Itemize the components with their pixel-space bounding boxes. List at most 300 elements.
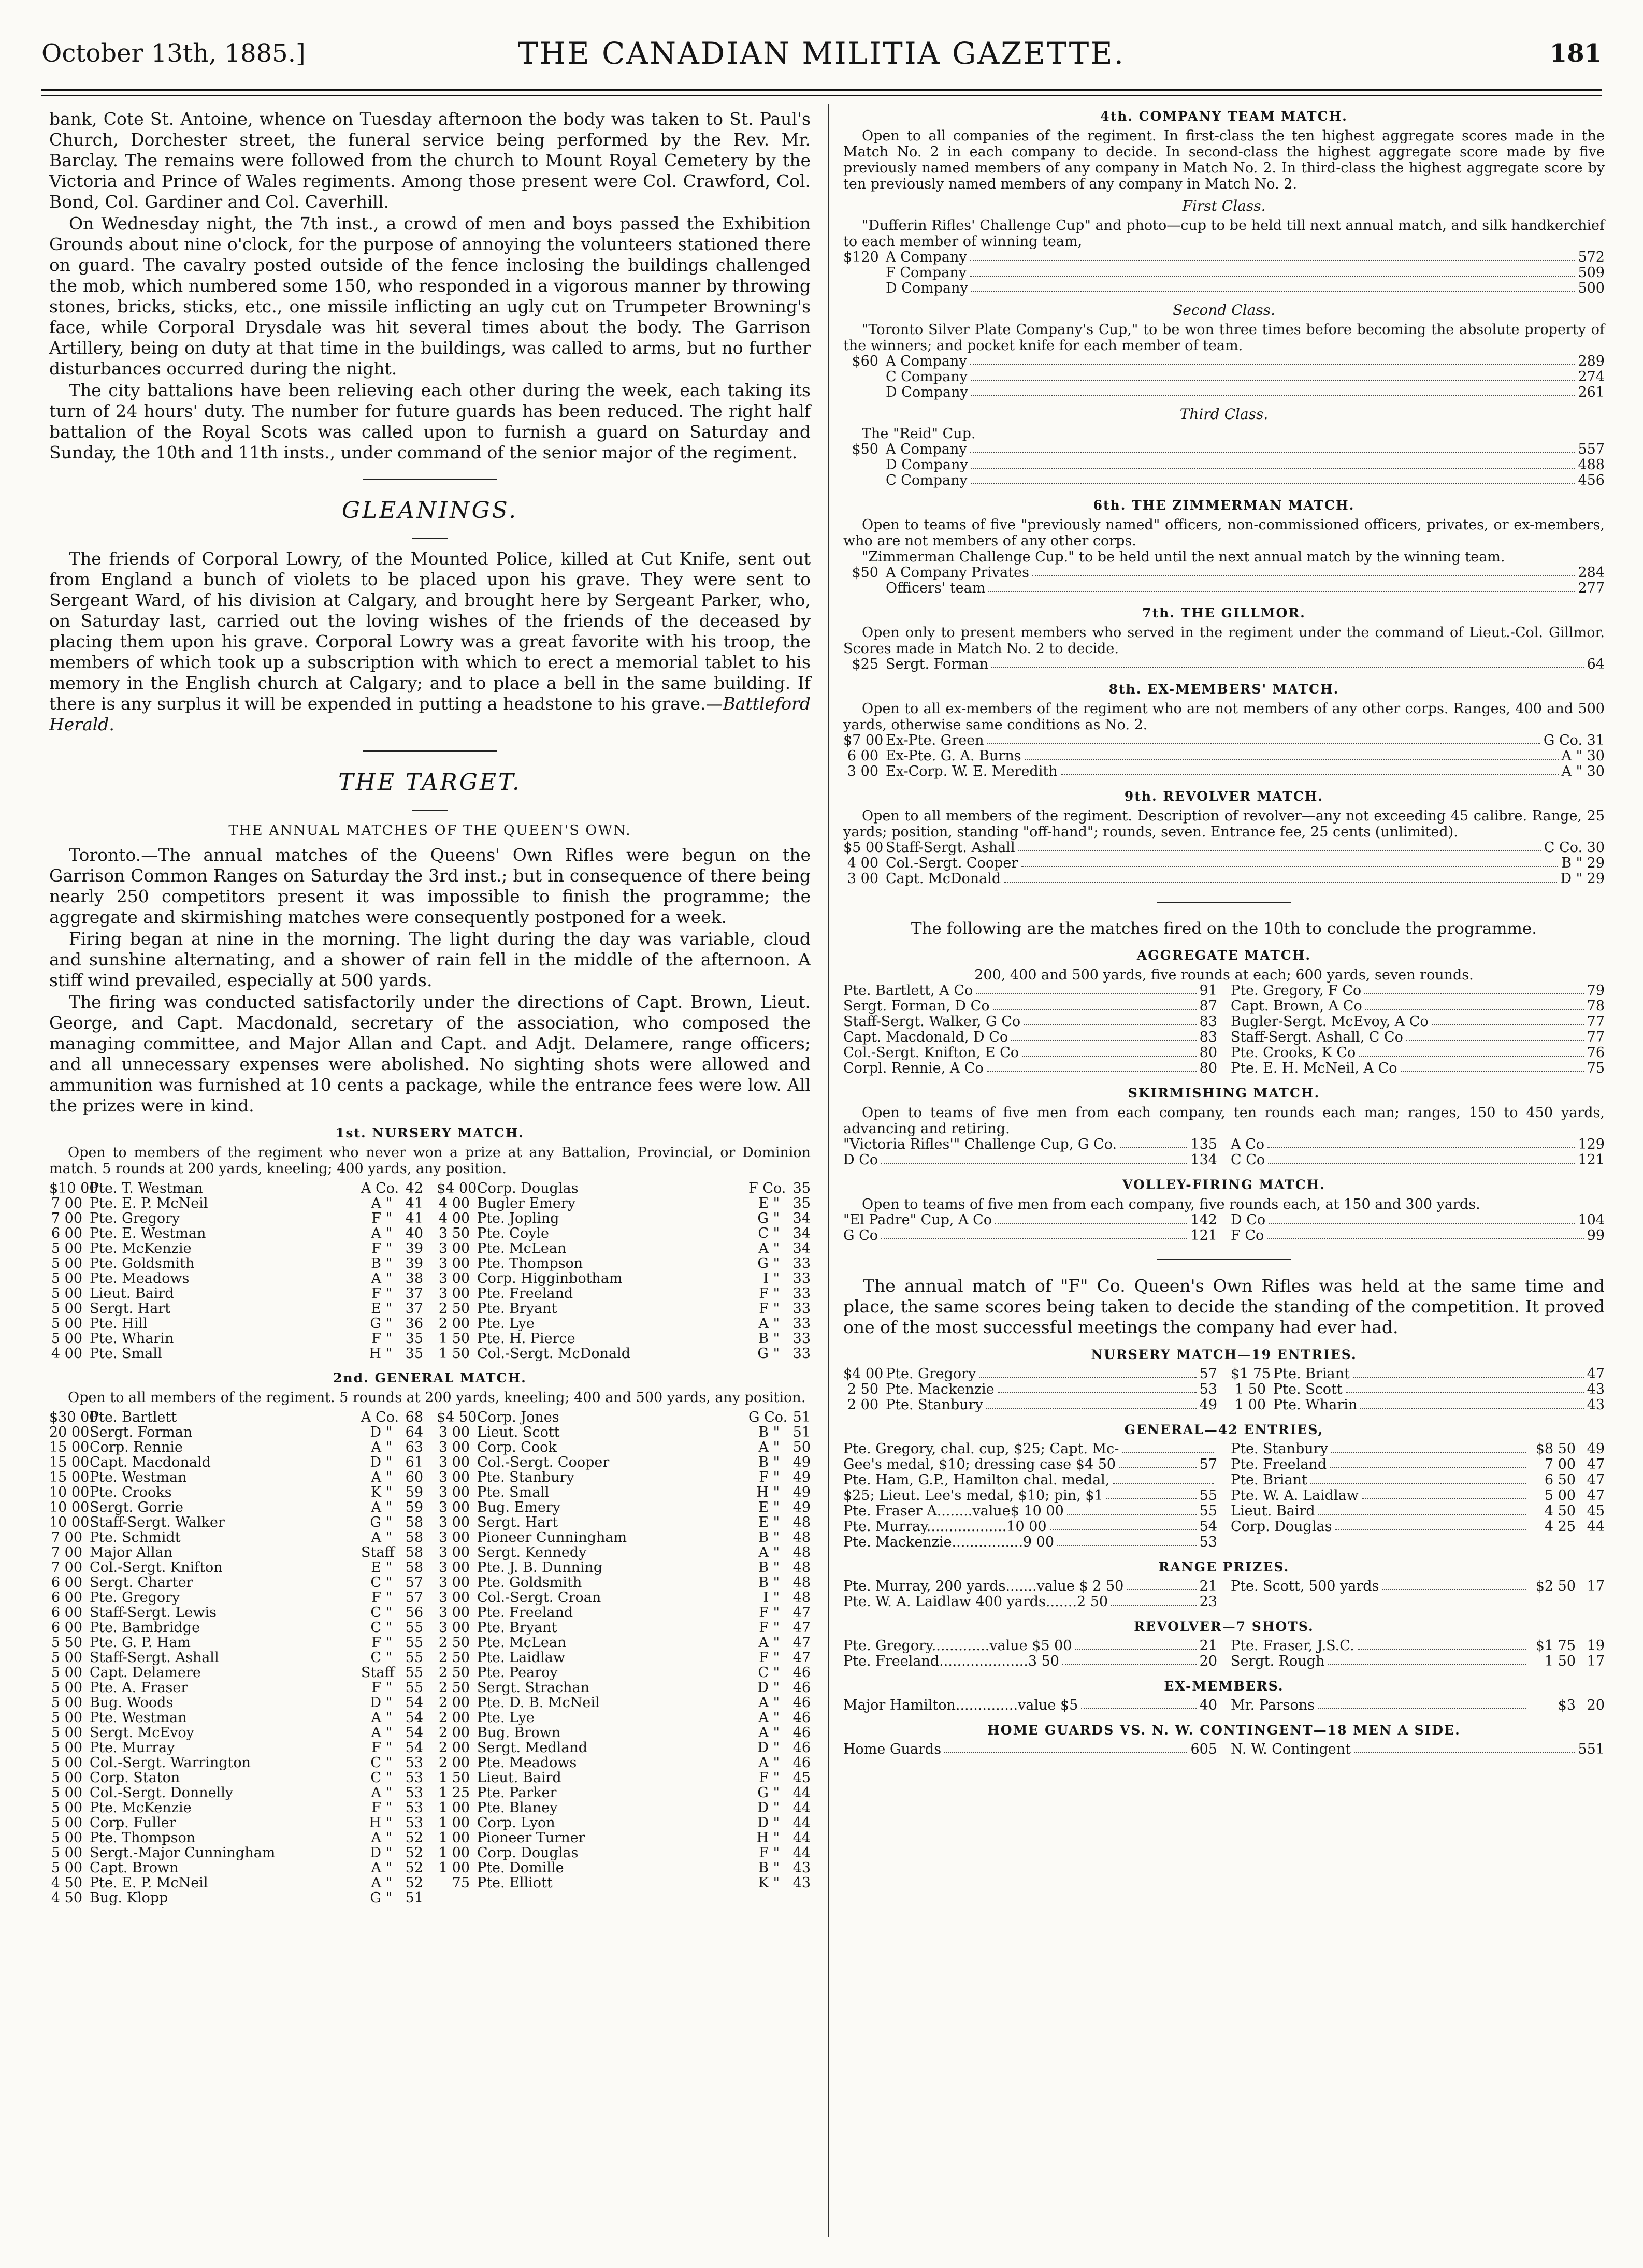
result-row [49,1635,423,1650]
section-rule [1157,902,1291,903]
company: D " [757,1815,780,1831]
score: 35 [405,1331,423,1347]
result-row [437,1710,811,1725]
score: 500 [1578,280,1605,296]
prize-amount: 5 00 [51,1710,82,1726]
score: 58 [405,1544,423,1561]
score: 54 [405,1695,423,1711]
prize-amount: 4 00 [847,855,878,871]
company: A " [371,1830,392,1846]
result-row [1231,1698,1605,1713]
prize-amount: 2 00 [438,1725,470,1741]
prize-amount: 5 00 [51,1650,82,1666]
result-row [437,1181,811,1196]
entry-name: Pte. Mackenzie................9 00 [843,1534,1055,1550]
result-row [437,1256,811,1271]
competitor-name: C Company [886,369,968,385]
company: A " [758,1316,780,1332]
prize-amount: 5 00 [51,1725,82,1741]
result-row [437,1740,811,1755]
result-row [437,1226,811,1241]
team-match-title: 4th. COMPANY TEAM MATCH. [1100,109,1348,124]
competitor-name: Capt. McDonald [886,871,1001,887]
competitor-name: Pte. Domille [477,1860,564,1875]
result-row [49,1440,423,1455]
competitor-name: Sergt. Medland [477,1740,587,1755]
prize-amount: $2 50 [1535,1578,1576,1594]
prize-amount: 5 00 [51,1285,82,1302]
prize-amount: 3 00 [438,1529,470,1545]
company: D " [370,1454,392,1470]
score: 33 [792,1285,811,1302]
score: 33 [792,1331,811,1347]
score: 49 [792,1499,811,1515]
result-row [843,983,1217,999]
dot-leader [1120,1147,1187,1148]
score: 61 [405,1454,423,1470]
score: 57 [1199,1366,1217,1382]
company: A " [758,1544,780,1561]
score: C Co. 30 [1544,840,1605,856]
prize-amount: 5 00 [51,1755,82,1771]
competitor-name: Sergt. Hart [477,1515,558,1530]
company: D " [370,1695,392,1711]
result-row [49,1575,423,1590]
f-revolver-title: REVOLVER—7 SHOTS. [1134,1619,1314,1634]
dot-leader [1346,1392,1584,1393]
range-prizes-left [843,1579,1217,1610]
competitor-name: F Company [886,265,967,281]
prize-amount: 3 00 [438,1605,470,1621]
competitor-name: Pte. Meadows [90,1271,190,1286]
target-heading: THE TARGET. [338,769,522,796]
result-row [1231,1579,1605,1594]
f-nursery-results-right [1231,1366,1605,1413]
issue-date: October 13th, 1885.] [41,39,306,68]
result-row [843,369,1605,385]
entry-name: Home Guards [843,1741,942,1757]
result-row [843,1742,1217,1757]
result-row [843,1457,1217,1472]
prize-amount: 3 00 [438,1590,470,1606]
result-row [437,1830,811,1845]
prize-amount: 2 00 [438,1316,470,1332]
prize-amount: $10 00 [49,1180,98,1196]
result-row [1231,1742,1605,1757]
dot-leader [1335,1529,1526,1530]
result-row [843,1441,1217,1457]
score: 284 [1578,565,1605,581]
result-row [1231,1519,1605,1535]
company: K " [758,1875,780,1891]
competitor-name: Staff-Sergt. Ashall [886,840,1015,856]
prize-amount: 7 00 [51,1559,82,1576]
competitor-name: Pte. Thompson [477,1256,583,1271]
company: D " [757,1740,780,1756]
nursery-results-left [49,1181,423,1361]
score: 51 [792,1424,811,1440]
company: E " [758,1514,780,1530]
prize-amount: 3 00 [438,1439,470,1455]
prize-amount: 3 00 [847,871,878,887]
prize-amount: 3 50 [438,1225,470,1241]
company: A " [371,1529,392,1545]
result-row [49,1271,423,1286]
competitor-name: Pte. Scott [1273,1381,1343,1397]
result-row [843,1535,1217,1550]
dot-leader [1360,1408,1583,1409]
result-row [49,1650,423,1665]
company: F " [759,1845,780,1861]
score: 49 [1199,1397,1217,1413]
score: 135 [1190,1136,1217,1152]
prize-amount: 4 00 [438,1210,470,1226]
result-row [843,657,1605,672]
result-row [437,1331,811,1346]
dot-leader [1004,882,1557,883]
prize-amount: 3 00 [847,763,878,779]
score: 20 [1199,1653,1217,1669]
competitor-name: Ex-Pte. G. A. Burns [886,748,1021,764]
result-row [843,1228,1217,1244]
right-column [843,109,1605,1757]
section-rule [363,750,497,752]
zimmerman-results [843,565,1605,596]
prize-amount: 20 00 [49,1424,90,1440]
score: 142 [1190,1212,1217,1228]
entry-name: Corp. Douglas [1231,1519,1332,1535]
company: F " [759,1469,780,1485]
competitor-name: Capt. Brown [90,1860,179,1875]
result-row [843,581,1605,596]
f-general-results-right [1231,1441,1605,1550]
score: 44 [1587,1519,1605,1535]
score: 58 [405,1529,423,1545]
score: 77 [1587,1029,1605,1045]
company: F " [759,1301,780,1317]
score: 48 [792,1574,811,1591]
prize-amount: 4 00 [438,1195,470,1211]
company: F " [371,1590,392,1606]
header-rule-thin [41,95,1602,96]
score: 129 [1578,1136,1605,1152]
competitor-name: Pte. McLean [477,1635,567,1650]
competitor-name: Pte. Bambridge [90,1620,200,1635]
company: E " [371,1301,392,1317]
entry-name: Pte. W. A. Laidlaw [1231,1487,1359,1504]
company: H " [369,1815,392,1831]
competitor-name: Bug. Woods [90,1695,174,1710]
result-row [49,1410,423,1425]
skirmishing-results [843,1137,1605,1168]
result-row [843,1488,1217,1504]
competitor-name: Sergt. Strachan [477,1680,590,1695]
result-row [49,1485,423,1500]
prize-amount: 5 00 [51,1770,82,1786]
result-row [1231,1152,1605,1168]
prize-amount: 1 00 [438,1860,470,1876]
prize-amount: 5 00 [51,1270,82,1287]
prize-amount: 4 50 [51,1875,82,1891]
score: 48 [792,1514,811,1530]
score: 47 [1587,1366,1605,1382]
score: 274 [1578,369,1605,385]
score: 34 [792,1225,811,1241]
competitor-name: Pte. Westman [90,1710,187,1725]
prize-amount: 3 00 [438,1559,470,1576]
result-row [437,1455,811,1470]
score: 58 [405,1559,423,1576]
prize-amount: 3 00 [438,1255,470,1272]
prize-amount: $120 [843,249,879,265]
result-row [843,442,1605,457]
prize-amount: 2 50 [438,1301,470,1317]
score: 509 [1578,265,1605,281]
competitor-name: Pte. Hill [90,1316,148,1331]
result-row [437,1530,811,1545]
dot-leader [971,483,1575,484]
company: B " [758,1331,780,1347]
competitor-name: Corp. Staton [90,1770,180,1785]
score: 121 [1578,1152,1605,1168]
prize-amount: 1 50 [1234,1381,1266,1397]
competitor-name: Major Allan [90,1545,173,1560]
competitor-name: Pte. Crooks [90,1485,172,1500]
result-row [49,1740,423,1755]
score: 55 [405,1620,423,1636]
result-row [49,1875,423,1890]
company: A " [758,1725,780,1741]
prize-amount: 4 25 [1544,1519,1576,1535]
company: F " [759,1620,780,1636]
dot-leader [944,1752,1187,1753]
result-row [437,1271,811,1286]
result-row [843,1472,1217,1488]
result-row [1231,1366,1605,1382]
prize-amount: 5 50 [51,1635,82,1651]
competitor-name: Pte. Mackenzie [886,1381,995,1397]
entry-name: Pte. Freeland [1231,1456,1327,1472]
competitor-name: Pioneer Cunningham [477,1530,627,1545]
score: 605 [1190,1741,1217,1757]
result-row [437,1620,811,1635]
skirmishing-results-left [843,1137,1217,1168]
prize-amount: 6 00 [51,1574,82,1591]
score: G Co. 31 [1543,732,1605,748]
dot-leader [976,993,1196,994]
score: 78 [1587,998,1605,1014]
result-row [49,1530,423,1545]
score: 41 [405,1210,423,1226]
dot-leader [881,1238,1187,1239]
dot-leader [986,1408,1197,1409]
result-row [437,1875,811,1890]
page-number: 181 [1549,39,1602,68]
result-row [843,265,1605,281]
result-row [843,1504,1217,1519]
prize-amount: 6 00 [51,1225,82,1241]
entry-name: $25; Lieut. Lee's medal, $10; pin, $1 [843,1487,1103,1504]
prize-amount: $30 00 [49,1409,98,1425]
prize-amount: 3 00 [438,1285,470,1302]
prize-amount: 2 50 [438,1635,470,1651]
score: 47 [792,1650,811,1666]
score: 76 [1587,1045,1605,1061]
company: A " [371,1195,392,1211]
f-nursery-results [843,1366,1605,1413]
result-row [1231,1638,1605,1654]
prize-amount: 3 00 [438,1574,470,1591]
entry-name: Staff-Sergt. Walker, G Co [843,1014,1021,1030]
prize-amount: 5 00 [51,1830,82,1846]
score: 49 [792,1454,811,1470]
result-row [843,1698,1217,1713]
prize-amount: 5 00 [51,1255,82,1272]
company: A " [371,1439,392,1455]
entry-name: Col.-Sergt. Knifton, E Co [843,1045,1019,1061]
target-paragraph-2: Firing began at nine in the morning. The light during the day was variable, cloud and sunshine alternating, and a shower of rain fell in the middle of the afternoon. A stiff wind prevailed, especially at 500 yards. [49,929,811,990]
competitor-name: A Company [886,249,967,265]
result-row [1231,1472,1605,1488]
dot-leader [1318,1514,1526,1515]
prize-amount: 1 00 [438,1815,470,1831]
company: H " [756,1830,780,1846]
result-row [843,354,1605,369]
entry-name: Pte. Gregory.............value $5 00 [843,1638,1072,1654]
prize-amount: 15 00 [49,1469,90,1485]
result-row [49,1755,423,1770]
prize-amount: $7 00 [843,732,884,748]
result-row [437,1815,811,1830]
score: 56 [405,1605,423,1621]
competitor-name: Pte. Stanbury [477,1470,574,1485]
dot-leader [987,743,1540,744]
company: A " [758,1240,780,1256]
competitor-name: Pte. Gregory [90,1590,180,1605]
prize-amount: 3 00 [438,1499,470,1515]
prize-amount: 3 00 [438,1544,470,1561]
score: 33 [792,1255,811,1272]
score: 46 [792,1740,811,1756]
competitor-name: Pte. McLean [477,1241,567,1256]
zimmerman-desc: Open to teams of five "previously named" officers, non-commissioned officers, privates, or ex-members, who are not members of any other corps. [843,517,1605,549]
result-row [437,1680,811,1695]
entry-name: Sergt. Rough [1231,1653,1325,1669]
score: 48 [792,1590,811,1606]
annual-matches-heading: THE ANNUAL MATCHES OF THE QUEEN'S OWN. [228,822,631,839]
gillmor-title: 7th. THE GILLMOR. [1142,605,1306,620]
result-row [843,1137,1217,1152]
result-row [843,473,1605,488]
score: 38 [405,1270,423,1287]
result-row [437,1410,811,1425]
result-row [437,1196,811,1211]
entry-name: Lieut. Baird [1231,1503,1315,1519]
dot-leader [1328,1664,1526,1665]
score: 59 [405,1499,423,1515]
newspaper-title: THE CANADIAN MILITIA GAZETTE. [517,36,1126,71]
entry-name: F Co [1231,1227,1264,1244]
result-row [843,999,1217,1014]
result-row [843,1397,1217,1413]
company: G " [757,1346,780,1362]
competitor-name: Pte. Freeland [477,1286,573,1301]
prize-amount: 2 50 [438,1665,470,1681]
score: 47 [792,1635,811,1651]
prize-amount: 5 00 [51,1240,82,1256]
score: 44 [792,1845,811,1861]
company: B " [758,1860,780,1876]
competitor-name: Pte. McKenzie [90,1800,192,1815]
result-row [49,1181,423,1196]
general-results-right [437,1410,811,1905]
competitor-name: Staff-Sergt. Walker [90,1515,225,1530]
prize-amount: 5 00 [51,1301,82,1317]
entry-name: Major Hamilton..............value $5 [843,1697,1078,1713]
competitor-name: Col.-Sergt. Donnelly [90,1785,234,1800]
result-row [49,1695,423,1710]
dot-leader [970,452,1575,453]
score: 54 [1199,1519,1217,1535]
company: F " [371,1331,392,1347]
competitor-name: Sergt. McEvoy [90,1725,194,1740]
skirmishing-title: SKIRMISHING MATCH. [1128,1086,1320,1101]
competitor-name: Pte. Thompson [90,1830,196,1845]
entry-name: C Co [1231,1152,1265,1168]
result-row [437,1241,811,1256]
first-class-heading: First Class. [1182,197,1266,214]
score: 52 [405,1875,423,1891]
company: F " [759,1605,780,1621]
prize-amount: 5 00 [51,1815,82,1831]
aggregate-title: AGGREGATE MATCH. [1136,948,1311,963]
competitor-name: Pte. Bryant [477,1620,557,1635]
competitor-name: Pte. Bartlett [90,1410,177,1425]
company: D " [370,1845,392,1861]
entry-name: Sergt. Forman, D Co [843,998,990,1014]
volley-results [843,1212,1605,1244]
competitor-name: Pte. Wharin [90,1331,174,1346]
prize-amount: 4 50 [1544,1503,1576,1519]
competitor-name: Col.-Sergt. Knifton [90,1560,223,1575]
prize-amount: 3 00 [438,1240,470,1256]
result-row [843,733,1605,748]
prize-amount: 5 00 [51,1785,82,1801]
general-match-desc: Open to all members of the regiment. 5 rounds at 200 yards, kneeling; 400 and 500 yards, any position. [68,1390,806,1406]
company: D " [757,1800,780,1816]
entry-name: Capt. Brown, A Co [1231,998,1362,1014]
result-row [843,457,1605,473]
prize-amount: 1 00 [438,1830,470,1846]
company: C " [370,1574,392,1591]
result-row [49,1590,423,1605]
score: 83 [1199,1014,1217,1030]
company: G " [370,1890,392,1906]
company: A " [371,1499,392,1515]
volley-results-right [1231,1212,1605,1244]
entry-name: Pte. Crooks, K Co [1231,1045,1356,1061]
dot-leader [1364,993,1584,994]
result-row [437,1755,811,1770]
competitor-name: Col.-Sergt. Cooper [477,1455,610,1470]
score: 557 [1578,441,1605,457]
score: 50 [792,1439,811,1455]
f-revolver-results [843,1638,1605,1669]
dot-leader [1061,774,1559,775]
dot-leader [1353,1377,1584,1378]
result-row [49,1665,423,1680]
exmembers-results [843,733,1605,779]
